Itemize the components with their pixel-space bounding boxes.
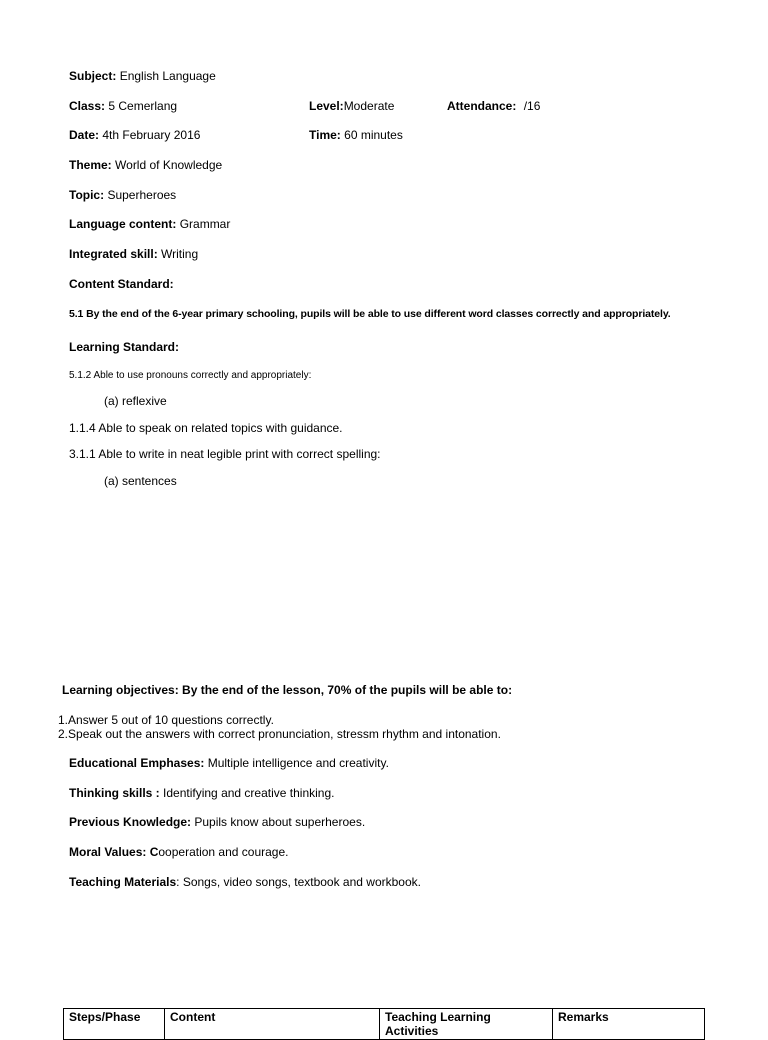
class-row <box>69 99 177 113</box>
content-standard-text: 5.1 By the end of the 6-year primary schooling, pupils will be able to use different word classes correctly and appropriately. <box>69 308 671 320</box>
theme-row <box>69 158 222 172</box>
language-content-label: Language content: <box>69 217 177 231</box>
topic-row <box>69 188 176 202</box>
previous-knowledge-row <box>69 815 365 829</box>
header-remarks: Remarks <box>553 1009 705 1040</box>
moral-values-row <box>69 845 288 859</box>
time-value: 60 minutes <box>344 128 403 142</box>
topic-value: Superheroes <box>107 188 177 202</box>
learning-standard-heading: Learning Standard: <box>69 340 180 354</box>
teaching-materials-value: : Songs, video songs, textbook and workbook. <box>176 875 421 889</box>
table-header-row <box>64 1009 705 1040</box>
theme-label: Theme: <box>69 158 112 172</box>
attendance-value: /16 <box>523 99 541 113</box>
date-label: Date: <box>69 128 100 142</box>
theme-value: World of Knowledge <box>115 158 223 172</box>
level-value: Moderate <box>343 99 395 113</box>
subject-row <box>69 69 216 83</box>
level-label: Level: <box>309 99 344 113</box>
thinking-skills-value: Identifying and creative thinking. <box>163 786 335 800</box>
language-content-value: Grammar <box>179 217 231 231</box>
learning-standard-item: 5.1.2 Able to use pronouns correctly and appropriately: <box>69 370 312 381</box>
header-teaching-learning-activities: Teaching Learning Activities <box>380 1009 553 1040</box>
thinking-skills-row <box>69 786 334 800</box>
class-label: Class: <box>69 99 106 113</box>
educational-emphases-label: Educational Emphases: <box>69 756 205 770</box>
previous-knowledge-value: Pupils know about superheroes. <box>194 815 366 829</box>
educational-emphases-row <box>69 756 389 770</box>
moral-values-value: ooperation and courage. <box>158 845 289 859</box>
learning-objective-item: 2.Speak out the answers with correct pronunciation, stressm rhythm and intonation. <box>58 727 501 741</box>
teaching-materials-row <box>69 875 421 889</box>
learning-standard-item: 1.1.4 Able to speak on related topics with guidance. <box>69 421 343 435</box>
attendance-row <box>447 99 540 113</box>
level-row <box>309 99 394 113</box>
learning-objective-item: 1.Answer 5 out of 10 questions correctly. <box>58 713 274 727</box>
language-content-row <box>69 217 230 231</box>
header-steps-phase: Steps/Phase <box>64 1009 165 1040</box>
topic-label: Topic: <box>69 188 105 202</box>
time-label: Time: <box>309 128 341 142</box>
subject-value: English Language <box>119 69 216 83</box>
moral-values-label: Moral Values: C <box>69 845 159 859</box>
learning-objective-text: Answer 5 out of 10 questions correctly. <box>68 713 274 727</box>
attendance-label: Attendance: <box>447 99 517 113</box>
subject-label: Subject: <box>69 69 117 83</box>
date-row <box>69 128 200 142</box>
header-content: Content <box>165 1009 380 1040</box>
time-row <box>309 128 403 142</box>
lesson-steps-table <box>63 1008 705 1040</box>
integrated-skill-value: Writing <box>161 247 199 261</box>
integrated-skill-row <box>69 247 198 261</box>
previous-knowledge-label: Previous Knowledge: <box>69 815 192 829</box>
learning-objective-text: Speak out the answers with correct pronunciation, stressm rhythm and intonation. <box>68 727 501 741</box>
class-value: 5 Cemerlang <box>108 99 178 113</box>
learning-standard-item: (a) reflexive <box>104 394 167 408</box>
educational-emphases-value: Multiple intelligence and creativity. <box>207 756 389 770</box>
learning-standard-item: 3.1.1 Able to write in neat legible print with correct spelling: <box>69 447 381 461</box>
content-standard-heading: Content Standard: <box>69 277 174 291</box>
thinking-skills-label: Thinking skills : <box>69 786 160 800</box>
learning-objectives-heading: Learning objectives: By the end of the lesson, 70% of the pupils will be able to: <box>62 683 513 697</box>
date-value: 4th February 2016 <box>102 128 201 142</box>
teaching-materials-label: Teaching Materials <box>69 875 177 889</box>
integrated-skill-label: Integrated skill: <box>69 247 158 261</box>
learning-standard-item: (a) sentences <box>104 474 177 488</box>
